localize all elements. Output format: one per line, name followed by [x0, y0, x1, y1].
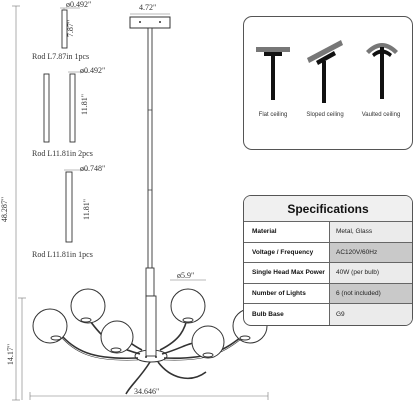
spec-key: Number of Lights: [252, 289, 306, 297]
rod-3-label: Rod L11.81in 1pcs: [32, 250, 93, 259]
spec-value: G9: [329, 304, 412, 325]
rod-3-length: 11.81": [81, 199, 91, 220]
body-height-label: 14.17": [6, 343, 16, 366]
spec-row-voltage: [244, 243, 412, 264]
rod-2-label: Rod L11.81in 2pcs: [32, 149, 93, 158]
vaulted-ceiling-icon: [366, 43, 398, 99]
ceiling-types-panel: [243, 16, 413, 150]
sloped-ceiling-label: Sloped ceiling: [306, 112, 344, 118]
spec-key: Voltage / Frequency: [252, 248, 314, 256]
spec-value: 6 (not included): [329, 284, 412, 304]
spec-key: Material: [252, 228, 277, 236]
sloped-ceiling-icon: [307, 40, 343, 103]
spec-value: Metal, Glass: [329, 222, 412, 242]
specifications-title: Specifications: [244, 196, 412, 222]
spec-key: Bulb Base: [252, 310, 284, 318]
rod-1-label: Rod L7.87in 1pcs: [32, 52, 90, 61]
spec-value: 40W (per bulb): [329, 263, 412, 283]
flat-ceiling-label: Flat ceiling: [258, 112, 288, 118]
rod-1-diameter: ø0.492": [66, 0, 92, 9]
total-width-label: 34.646": [134, 387, 160, 396]
spec-row-material: [244, 222, 412, 243]
spec-row-bulb-base: [244, 304, 412, 325]
flat-ceiling-icon: [256, 47, 290, 100]
globe-diameter-label: ø5.9": [177, 271, 195, 280]
vaulted-ceiling-label: Vaulted ceiling: [361, 112, 401, 118]
rod-2-diameter: ø0.492": [80, 66, 106, 75]
spec-key: Single Head Max Power: [252, 269, 325, 277]
canopy-width-label: 4.72": [139, 3, 157, 12]
spec-row-lights: [244, 284, 412, 305]
total-height-label: 48.287": [0, 196, 10, 223]
spec-value: AC120V/60Hz: [329, 243, 412, 263]
rod-2-length: 11.81": [79, 94, 89, 115]
specifications-table: [243, 195, 413, 326]
spec-row-power: [244, 263, 412, 284]
rod-1-length: 7.87": [66, 19, 76, 38]
rod-3-diameter: ø0.748": [80, 164, 106, 173]
specifications-rows: [244, 222, 412, 325]
